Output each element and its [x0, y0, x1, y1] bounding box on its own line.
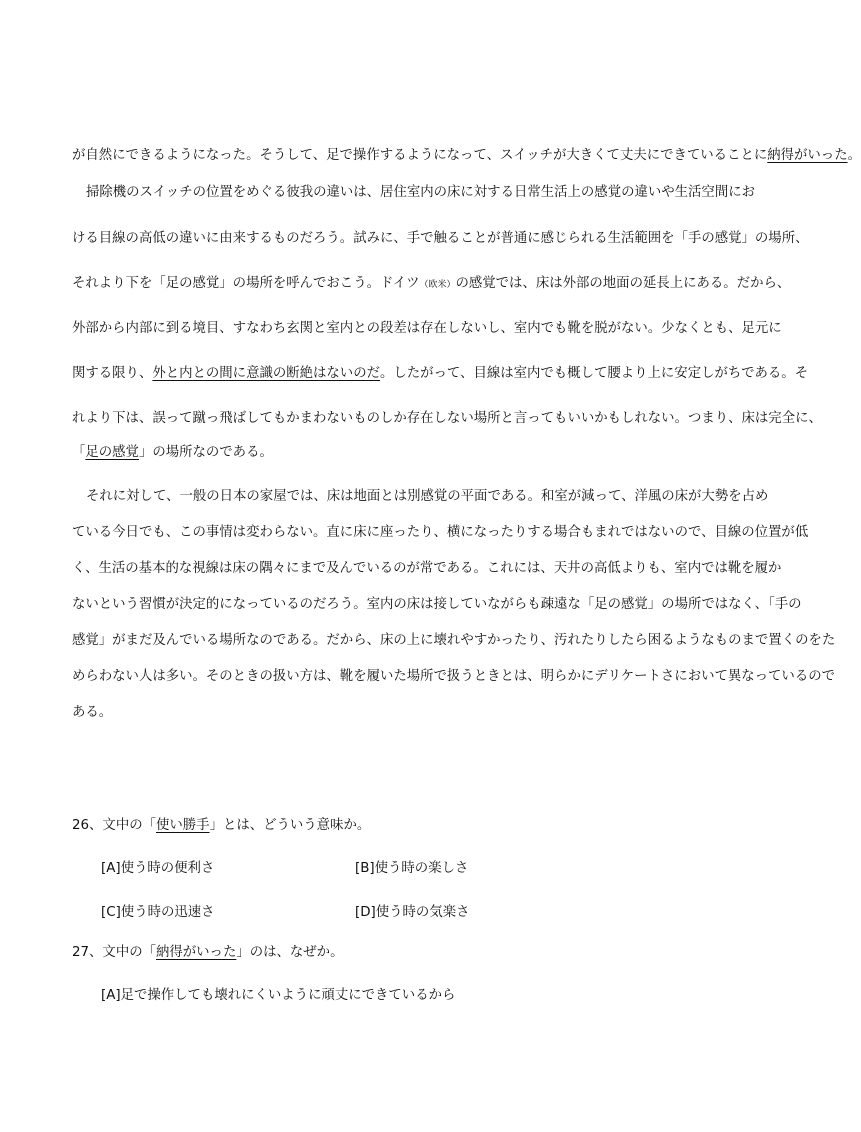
passage-line-14: めらわない人は多い。そのときの扱い方は、靴を履いた場所で扱うときとは、明らかにデリケートさにおいて異なっているので: [72, 669, 835, 684]
passage-line-9: それに対して、一般の日本の家屋では、床は地面とは別感覚の平面である。和室が減って、洋風の床が大勢を占め: [86, 489, 769, 504]
passage-line-6: [72, 364, 809, 384]
q27-option-a[interactable]: [A]足で操作しても壊れにくいように頑丈にできているから: [101, 988, 456, 1003]
text-segment: 。したがって、目線は室内でも概して腰より上に安定しがちである。そ: [379, 366, 809, 381]
passage-line-2: 掃除機のスイッチの位置をめぐる彼我の違いは、居住室内の床に対する日常生活上の感覚の違いや生活空間にお: [86, 185, 755, 200]
underlined-phrase: 外と内との間に意識の断絶はないのだ: [152, 366, 380, 381]
text-segment: それより下を「足の感覚」の場所を呼んでおこう。ドイツ: [72, 276, 420, 291]
passage-line-1: [72, 146, 861, 166]
passage-line-3: ける目線の高低の違いに由来するものだろう。試みに、手で触ることが普通に感じられる生活範囲を「手の感覚」の場所、: [72, 231, 809, 246]
question-26: [72, 816, 370, 836]
underlined-phrase: 納得がいった: [156, 945, 237, 960]
question-text: 26、文中の「: [72, 818, 156, 833]
text-segment: 「: [72, 445, 86, 460]
underlined-phrase: 納得がいった: [767, 148, 848, 163]
question-text: 27、文中の「: [72, 945, 156, 960]
passage-line-12: ないという習慣が決定的になっているのだろう。室内の床は接していながらも疎遠な「足の感覚」の場所ではなく、「手の: [72, 597, 802, 612]
text-segment: 」の場所なのである。: [138, 445, 273, 460]
passage-line-11: く、生活の基本的な視線は床の隅々にまで及んでいるのが常である。これには、天井の高低よりも、室内では靴を履か: [72, 561, 782, 576]
small-annotation: （欧米）: [419, 280, 456, 290]
passage-line-8: [72, 443, 732, 463]
text-segment: が自然にできるようになった。そうして、足で操作するようになって、スイッチが大きくて丈夫にできていることに: [72, 148, 768, 163]
question-text: 」とは、どういう意味か。: [209, 818, 371, 833]
question-text: 」のは、なぜか。: [236, 945, 344, 960]
passage-line-10: ている今日でも、この事情は変わらない。直に床に座ったり、横になったりする場合もまれではないので、目線の位置が低: [72, 525, 809, 540]
text-segment: の感覚では、床は外部の地面の延長上にある。だから、: [455, 276, 791, 291]
q26-option-a[interactable]: [A]使う時の便利さ: [101, 861, 215, 876]
underlined-phrase: 足の感覚: [85, 445, 139, 460]
passage-line-15: ある。: [72, 705, 113, 720]
text-segment: 。: [847, 148, 861, 163]
q26-option-d[interactable]: [D]使う時の気楽さ: [355, 905, 470, 920]
passage-line-13: 感覚」がまだ及んでいる場所なのである。だから、床の上に壊れやすかったり、汚れたりしたら困るようなものまで置くのをた: [72, 633, 836, 648]
text-segment: 関する限り、: [72, 366, 153, 381]
q26-option-b[interactable]: [B]使う時の楽しさ: [355, 861, 469, 876]
passage-line-5: 外部から内部に到る境目、すなわち玄関と室内との段差は存在しないし、室内でも靴を脱がない。少なくとも、足元に: [72, 321, 782, 336]
underlined-phrase: 使い勝手: [156, 818, 210, 833]
passage-line-4: [72, 274, 791, 295]
q26-option-c[interactable]: [C]使う時の迅速さ: [101, 905, 215, 920]
question-27: [72, 943, 343, 963]
passage-line-7: れより下は、誤って蹴っ飛ばしてもかまわないものしか存在しない場所と言ってもいいかもしれない。つまり、床は完全に、: [72, 411, 822, 426]
